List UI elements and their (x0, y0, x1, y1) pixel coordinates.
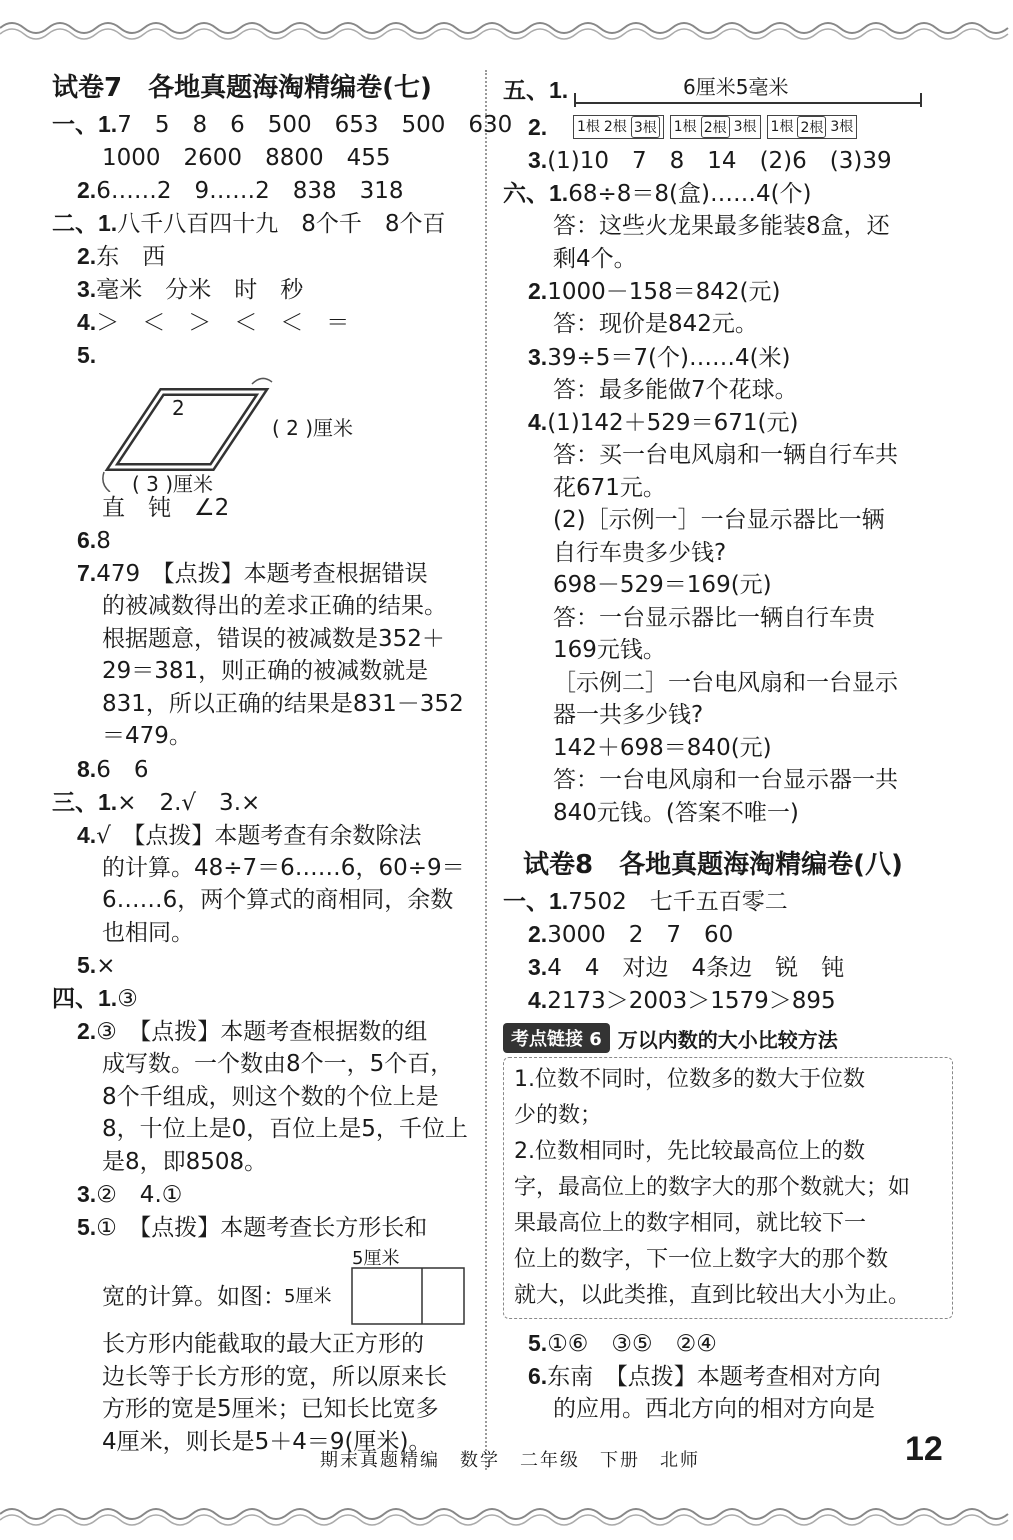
answer-text: 7 5 8 6 500 653 500 630 (117, 112, 513, 138)
explanation-line: 142＋698＝840(元) (553, 734, 772, 761)
answer-text: 6 6 (96, 756, 149, 783)
answer-text: ＞ ＜ ＞ ＜ ＜ ＝ (96, 310, 350, 336)
root-1-1: 1根 (577, 119, 600, 135)
left-column (52, 70, 513, 1458)
knowledge-link-title: 万以内数的大小比较方法 (617, 1027, 838, 1052)
answer-line (52, 273, 472, 306)
item-number: 三、1. (52, 788, 118, 815)
item-number: 4. (528, 987, 548, 1013)
root-2-2: 2根 (701, 116, 730, 138)
root-3-1: 1根 (770, 119, 794, 135)
explanation-line: 8，十位上是0，百位上是5，千位上 (102, 1116, 468, 1142)
q5-2-label: 2. (528, 114, 548, 140)
rect-top-label: 5厘米 (352, 1248, 400, 1269)
answer-line (52, 786, 472, 819)
answer-line (52, 240, 472, 273)
root-2-3: 3根 (733, 119, 757, 135)
q6-3-text: 39÷5＝7(个)……4(米) (547, 344, 791, 371)
item-number: 二、1. (52, 210, 118, 236)
test7-title: 试卷7 各地真题海淘精编卷(七) (52, 73, 432, 103)
explanation-line: 答：现价是842元。 (553, 311, 758, 337)
q5-1-label: 五、1. (503, 77, 569, 103)
answer-line (503, 177, 953, 210)
answer-text: 东 西 (96, 244, 166, 270)
item-number: 7. (77, 560, 97, 586)
answer-line (52, 524, 472, 557)
root-3-3: 3根 (830, 119, 854, 135)
explanation-line: 根据题意，错误的被减数是352＋ (102, 625, 445, 652)
answer-text: ① 【点拨】本题考查长方形长和 (96, 1215, 428, 1241)
answer-text: 1000 2600 8800 455 (102, 145, 391, 171)
right-column (503, 70, 953, 1426)
item-number: 2. (77, 1018, 97, 1044)
explanation-line: 答：这些火龙果最多能装8盒，还 (553, 213, 890, 239)
explanation-line: 6……6，两个算式的商相同，余数 (102, 887, 454, 913)
explanation-line: 4厘米，则长是5＋4＝9(厘米)。 (102, 1428, 432, 1455)
explanation-line: 169元钱。 (553, 637, 666, 663)
answer-text: 八千八百四十九 8个千 8个百 (117, 211, 446, 237)
explanation-line: 花671元。 (553, 474, 666, 501)
item-number: 2. (77, 243, 97, 269)
item-number: 六、1. (503, 180, 569, 206)
item-number: 4. (77, 821, 97, 848)
answer-text: × (96, 953, 116, 979)
item-number: 5. (77, 342, 97, 368)
knowledge-line: 1.位数不同时，位数多的数大于位数 (514, 1067, 865, 1092)
item-number: 3. (528, 954, 548, 980)
knowledge-link-header (503, 1023, 953, 1053)
item-number: 5. (77, 1214, 97, 1240)
answer-text: 4 4 对边 4条边 锐 钝 (547, 955, 845, 981)
roots-row (503, 110, 953, 144)
answer-line (503, 885, 953, 918)
item-number: 5. (528, 1330, 548, 1356)
explanation-line: 29＝381，则正确的被减数就是 (102, 658, 429, 684)
explanation-line: 剩4个。 (553, 245, 637, 272)
answer-line (503, 984, 953, 1017)
ruler-line (573, 71, 923, 109)
rectangle-drawing (350, 1266, 470, 1326)
explanation-line: 8个千组成，则这个数的个位上是 (102, 1083, 439, 1110)
explanation-line: 的应用。西北方向的相对方向是 (553, 1396, 875, 1422)
answer-text: 6……2 9……2 838 318 (96, 178, 404, 204)
answer-line (503, 144, 953, 177)
answer-text: (1)10 7 8 14 (2)6 (3)39 (547, 148, 892, 174)
knowledge-link-box (503, 1057, 953, 1319)
item-number: 6. (528, 1363, 548, 1389)
answer-text: ② 4.① (96, 1182, 183, 1208)
answer-text: 479 【点拨】本题考查根据错误 (96, 561, 428, 587)
q6-3-line (503, 341, 953, 374)
explanation-line: 也相同。 (102, 919, 194, 946)
bottom-length-label: ( 3 )厘米 (132, 472, 214, 496)
answer-text: ①⑥ ③⑤ ②④ (547, 1331, 717, 1357)
knowledge-line: 就大，以此类推，直到比较出大小为止。 (514, 1283, 911, 1308)
top-wavy-border (0, 0, 1013, 40)
knowledge-line: 少的数； (514, 1103, 603, 1128)
item-number: 8. (77, 755, 97, 782)
explanation-line: 答：一台显示器比一辆自行车贵 (553, 604, 875, 631)
answer-line (52, 1178, 472, 1211)
explanation-line: 自行车贵多少钱? (553, 539, 727, 566)
answer-text: 2173＞2003＞1579＞895 (547, 988, 836, 1014)
roots-group-3 (767, 115, 858, 139)
answer-text: 东南 【点拨】本题考查相对方向 (547, 1364, 881, 1390)
item-number: 四、1. (52, 985, 118, 1011)
answer-text: × 2.√ 3.× (117, 789, 261, 816)
q6-2-text: 1000－158＝842(元) (547, 279, 781, 305)
footer-text: 期末真题精编 数学 二年级 下册 北师 (320, 1450, 700, 1471)
explanation-line: 成写数。一个数由8个一，5个百， (102, 1051, 454, 1077)
answer-text: 8 (96, 528, 111, 554)
answer-text: ③ 【点拨】本题考查根据数的组 (96, 1019, 428, 1045)
explanation-line: 答：最多能做7个花球。 (553, 376, 798, 403)
answer-line (52, 753, 472, 786)
item-number: 3. (77, 276, 97, 302)
knowledge-line: 位上的数字，下一位上数字大的那个数 (514, 1247, 889, 1272)
item-number: 2. (528, 921, 548, 947)
q6-4-label: 4. (528, 409, 548, 435)
answer-text: 毫米 分米 时 秒 (96, 277, 304, 303)
answer-line (52, 1015, 472, 1048)
explanation-line: 是8，即8508。 (102, 1148, 268, 1175)
answer-line (52, 557, 472, 590)
root-1-2: 2根 (603, 119, 627, 135)
answer-line (52, 819, 472, 852)
knowledge-line: 2.位数相同时，先比较最高位上的数 (514, 1139, 865, 1164)
item-number: 4. (77, 309, 97, 335)
answer-text: 3000 2 7 60 (547, 922, 734, 948)
answer-line (52, 982, 472, 1015)
explanation-line: 方形的宽是5厘米；已知长比宽多 (102, 1396, 439, 1422)
test8-title: 试卷8 各地真题海淘精编卷(八) (523, 850, 903, 880)
explanation-line: ＝479。 (102, 723, 192, 749)
answer-line (503, 1360, 953, 1393)
answer-line (52, 108, 513, 141)
answer-line (503, 1327, 953, 1360)
item-number: 一、1. (503, 888, 569, 914)
root-3-2: 2根 (797, 116, 826, 138)
explanation-line: 器一共多少钱? (553, 702, 704, 728)
answer-line (52, 174, 472, 207)
right-length-label: ( 2 )厘米 (272, 416, 354, 440)
bottom-wavy-border (0, 1500, 1013, 1540)
ruler-row (503, 70, 953, 110)
angle-2-label: 2 (172, 396, 185, 420)
explanation-line: 831，所以正确的结果是831－352 (102, 690, 464, 717)
rectangle-figure (52, 1244, 472, 1328)
q6-2-label: 2. (528, 278, 548, 304)
knowledge-line: 果最高位上的数字相同，就比较下一 (514, 1211, 867, 1236)
knowledge-line: 字，最高位上的数字大的那个数就大；如 (514, 1175, 911, 1200)
explanation-line: 的被减数得出的差求正确的结果。 (102, 593, 447, 619)
item-number: 5. (77, 952, 97, 978)
answer-text: 68÷8＝8(盒)……4(个) (568, 181, 812, 207)
page-number: 12 (905, 1430, 943, 1468)
item-number: 3. (77, 1181, 97, 1207)
knowledge-link-badge: 考点链接 6 (503, 1023, 610, 1053)
column-divider (485, 70, 488, 1470)
root-2-1: 1根 (673, 119, 697, 135)
explanation-line: (2)［示例一］一台显示器比一辆 (553, 507, 885, 533)
item-number: 一、1. (52, 111, 118, 137)
roots-group-2 (670, 115, 761, 139)
q6-2-line (503, 275, 953, 308)
explanation-line: 698－529＝169(元) (553, 572, 772, 598)
item-number: 6. (77, 527, 97, 553)
answer-line (52, 306, 472, 339)
explanation-line: 的计算。48÷7＝6……6，60÷9＝ (102, 854, 465, 881)
explanation-line: 答：一台电风扇和一台显示器一共 (553, 767, 898, 793)
roots-group-1 (573, 115, 664, 139)
answer-line (503, 951, 953, 984)
fig5-caption: 直 钝 ∠2 (102, 495, 230, 521)
figure-5-parallelogram (102, 372, 472, 496)
explanation-line: 答：买一台电风扇和一辆自行车共 (553, 442, 898, 468)
rect-left-label: 5厘米 (284, 1286, 332, 1307)
explanation-line: ［示例二］一台电风扇和一台显示 (553, 669, 898, 696)
answer-line (503, 918, 953, 951)
answer-text: 7502 七千五百零二 (568, 889, 788, 915)
q6-4-text: (1)142＋529＝671(元) (547, 410, 799, 436)
q6-4-line (503, 406, 953, 439)
explanation-line: 840元钱。(答案不唯一) (553, 799, 799, 826)
answer-text: ③ (117, 986, 138, 1012)
answer-line (52, 1211, 472, 1244)
answer-line (52, 339, 472, 372)
answer-line (52, 949, 472, 982)
item-number: 3. (528, 147, 548, 173)
rect-lead-text: 宽的计算。如图： (102, 1284, 286, 1310)
answer-line (52, 207, 472, 240)
explanation-line: 长方形内能截取的最大正方形的 (102, 1331, 424, 1357)
root-1-3: 3根 (631, 116, 660, 138)
answer-line (52, 141, 472, 174)
answer-text: √ 【点拨】本题考查有余数除法 (96, 822, 422, 849)
roots-groups (573, 115, 857, 139)
q6-3-label: 3. (528, 343, 548, 370)
ruler-length-text: 6厘米5毫米 (683, 75, 789, 99)
explanation-line: 边长等于长方形的宽，所以原来长 (102, 1363, 447, 1390)
item-number: 2. (77, 177, 97, 203)
